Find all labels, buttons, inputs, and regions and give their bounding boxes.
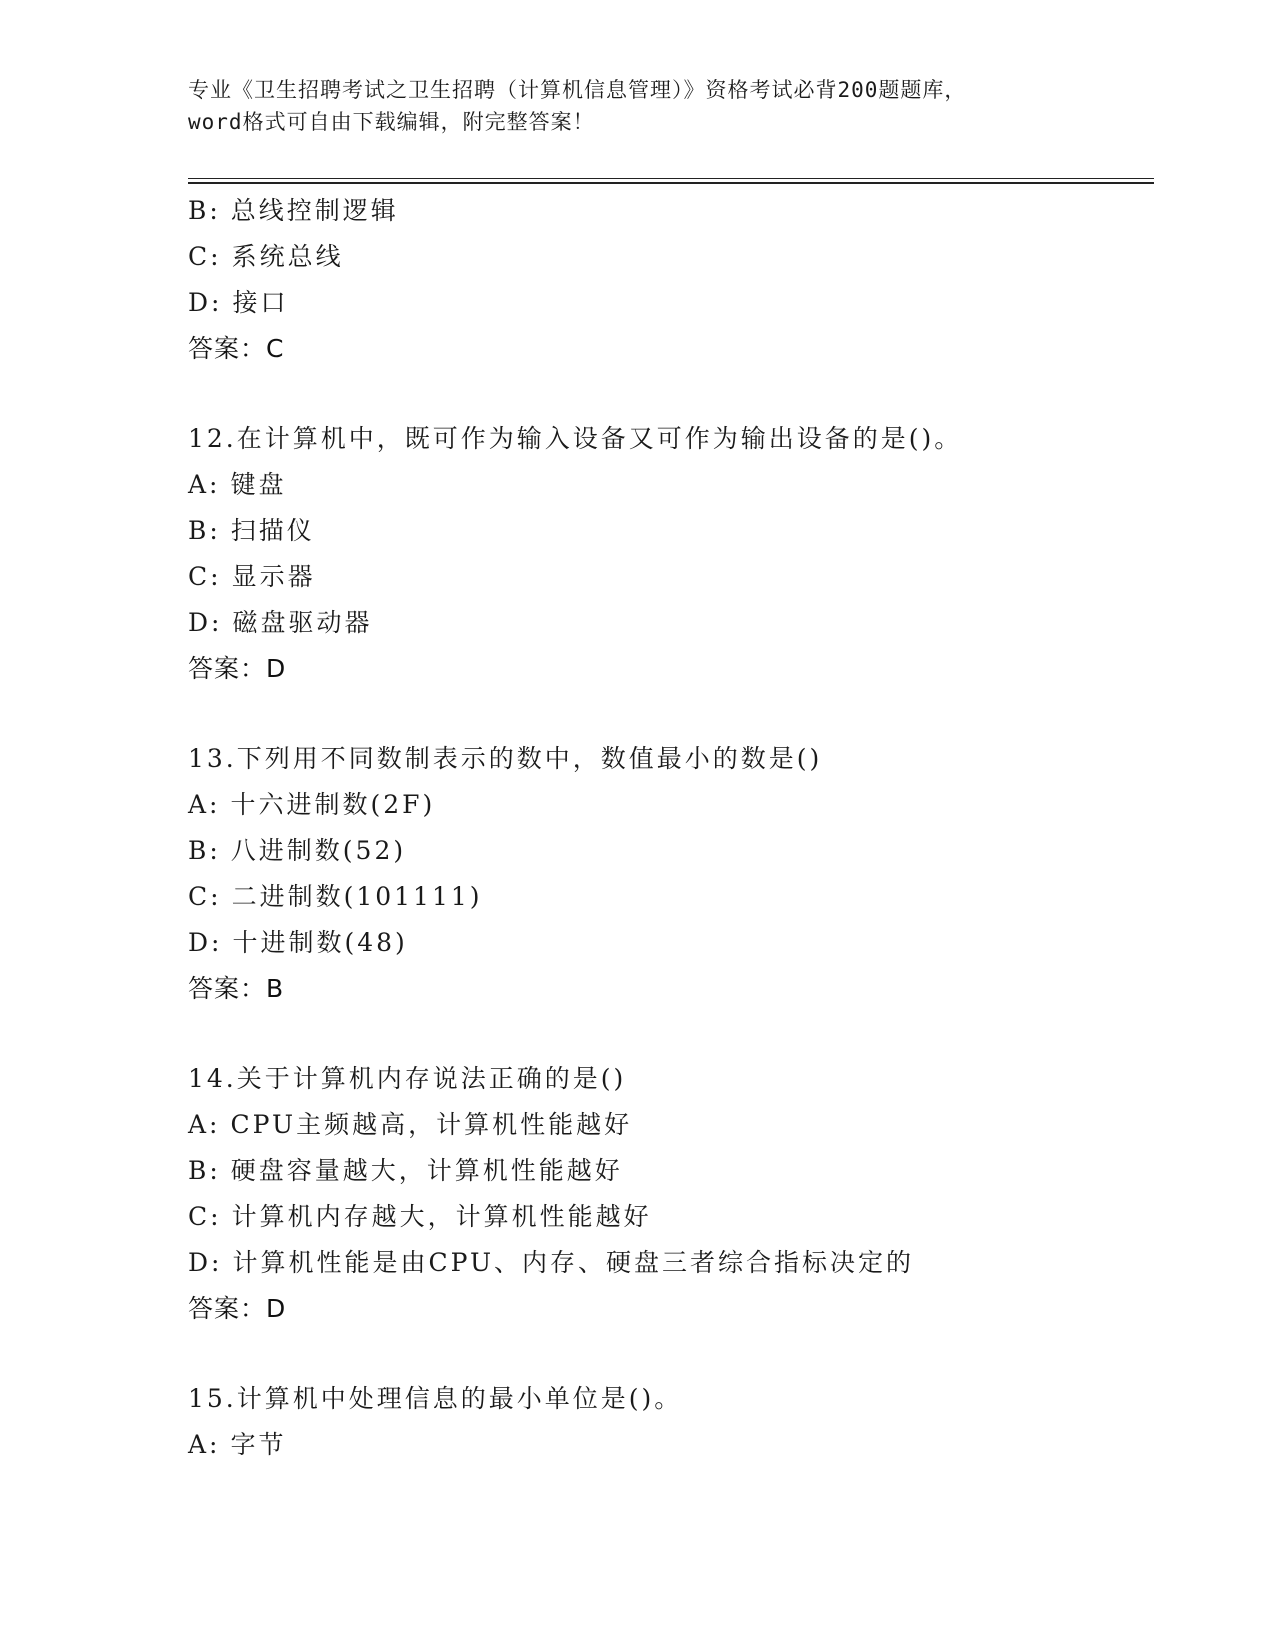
header-title-line-2: word格式可自由下载编辑，附完整答案！ (188, 110, 595, 134)
option-a: A: CPU主频越高，计算机性能越好 (188, 1110, 633, 1139)
question-text: 14.关于计算机内存说法正确的是() (188, 1064, 627, 1093)
header-title-line-1: 专业《卫生招聘考试之卫生招聘（计算机信息管理）》资格考试必背200题题库， (188, 78, 967, 102)
answer: 答案：B (188, 974, 285, 1003)
option-b: B: 硬盘容量越大，计算机性能越好 (188, 1156, 623, 1185)
option-c: C: 二进制数(101111) (188, 882, 483, 911)
question-text: 12.在计算机中，既可作为输入设备又可作为输出设备的是()。 (188, 424, 963, 453)
option-a: A: 键盘 (188, 470, 287, 499)
option-c: C: 显示器 (188, 562, 316, 591)
header-divider-thin (188, 178, 1154, 179)
question-14 (188, 1056, 1148, 1332)
option-d: D: 接口 (188, 288, 289, 317)
option-d: D: 磁盘驱动器 (188, 608, 373, 637)
question-text: 13.下列用不同数制表示的数中，数值最小的数是() (188, 744, 823, 773)
answer: 答案：D (188, 1294, 287, 1323)
option-a: A: 十六进制数(2F) (188, 790, 436, 819)
answer: 答案：D (188, 654, 287, 683)
option-c: C: 计算机内存越大，计算机性能越好 (188, 1202, 652, 1231)
question-15 (188, 1376, 1148, 1468)
option-b: B: 总线控制逻辑 (188, 196, 399, 225)
option-b: B: 扫描仪 (188, 516, 315, 545)
answer: 答案：C (188, 334, 285, 363)
page-header (188, 74, 1088, 138)
option-d: D: 十进制数(48) (188, 928, 408, 957)
option-d: D: 计算机性能是由CPU、内存、硬盘三者综合指标决定的 (188, 1248, 915, 1277)
header-divider-thick (188, 182, 1154, 184)
question-list (188, 188, 1148, 1468)
question-13 (188, 736, 1148, 1012)
question-text: 15.计算机中处理信息的最小单位是()。 (188, 1384, 683, 1413)
option-b: B: 八进制数(52) (188, 836, 407, 865)
question-11 (188, 188, 1148, 372)
question-12 (188, 416, 1148, 692)
option-a: A: 字节 (188, 1430, 287, 1459)
option-c: C: 系统总线 (188, 242, 344, 271)
